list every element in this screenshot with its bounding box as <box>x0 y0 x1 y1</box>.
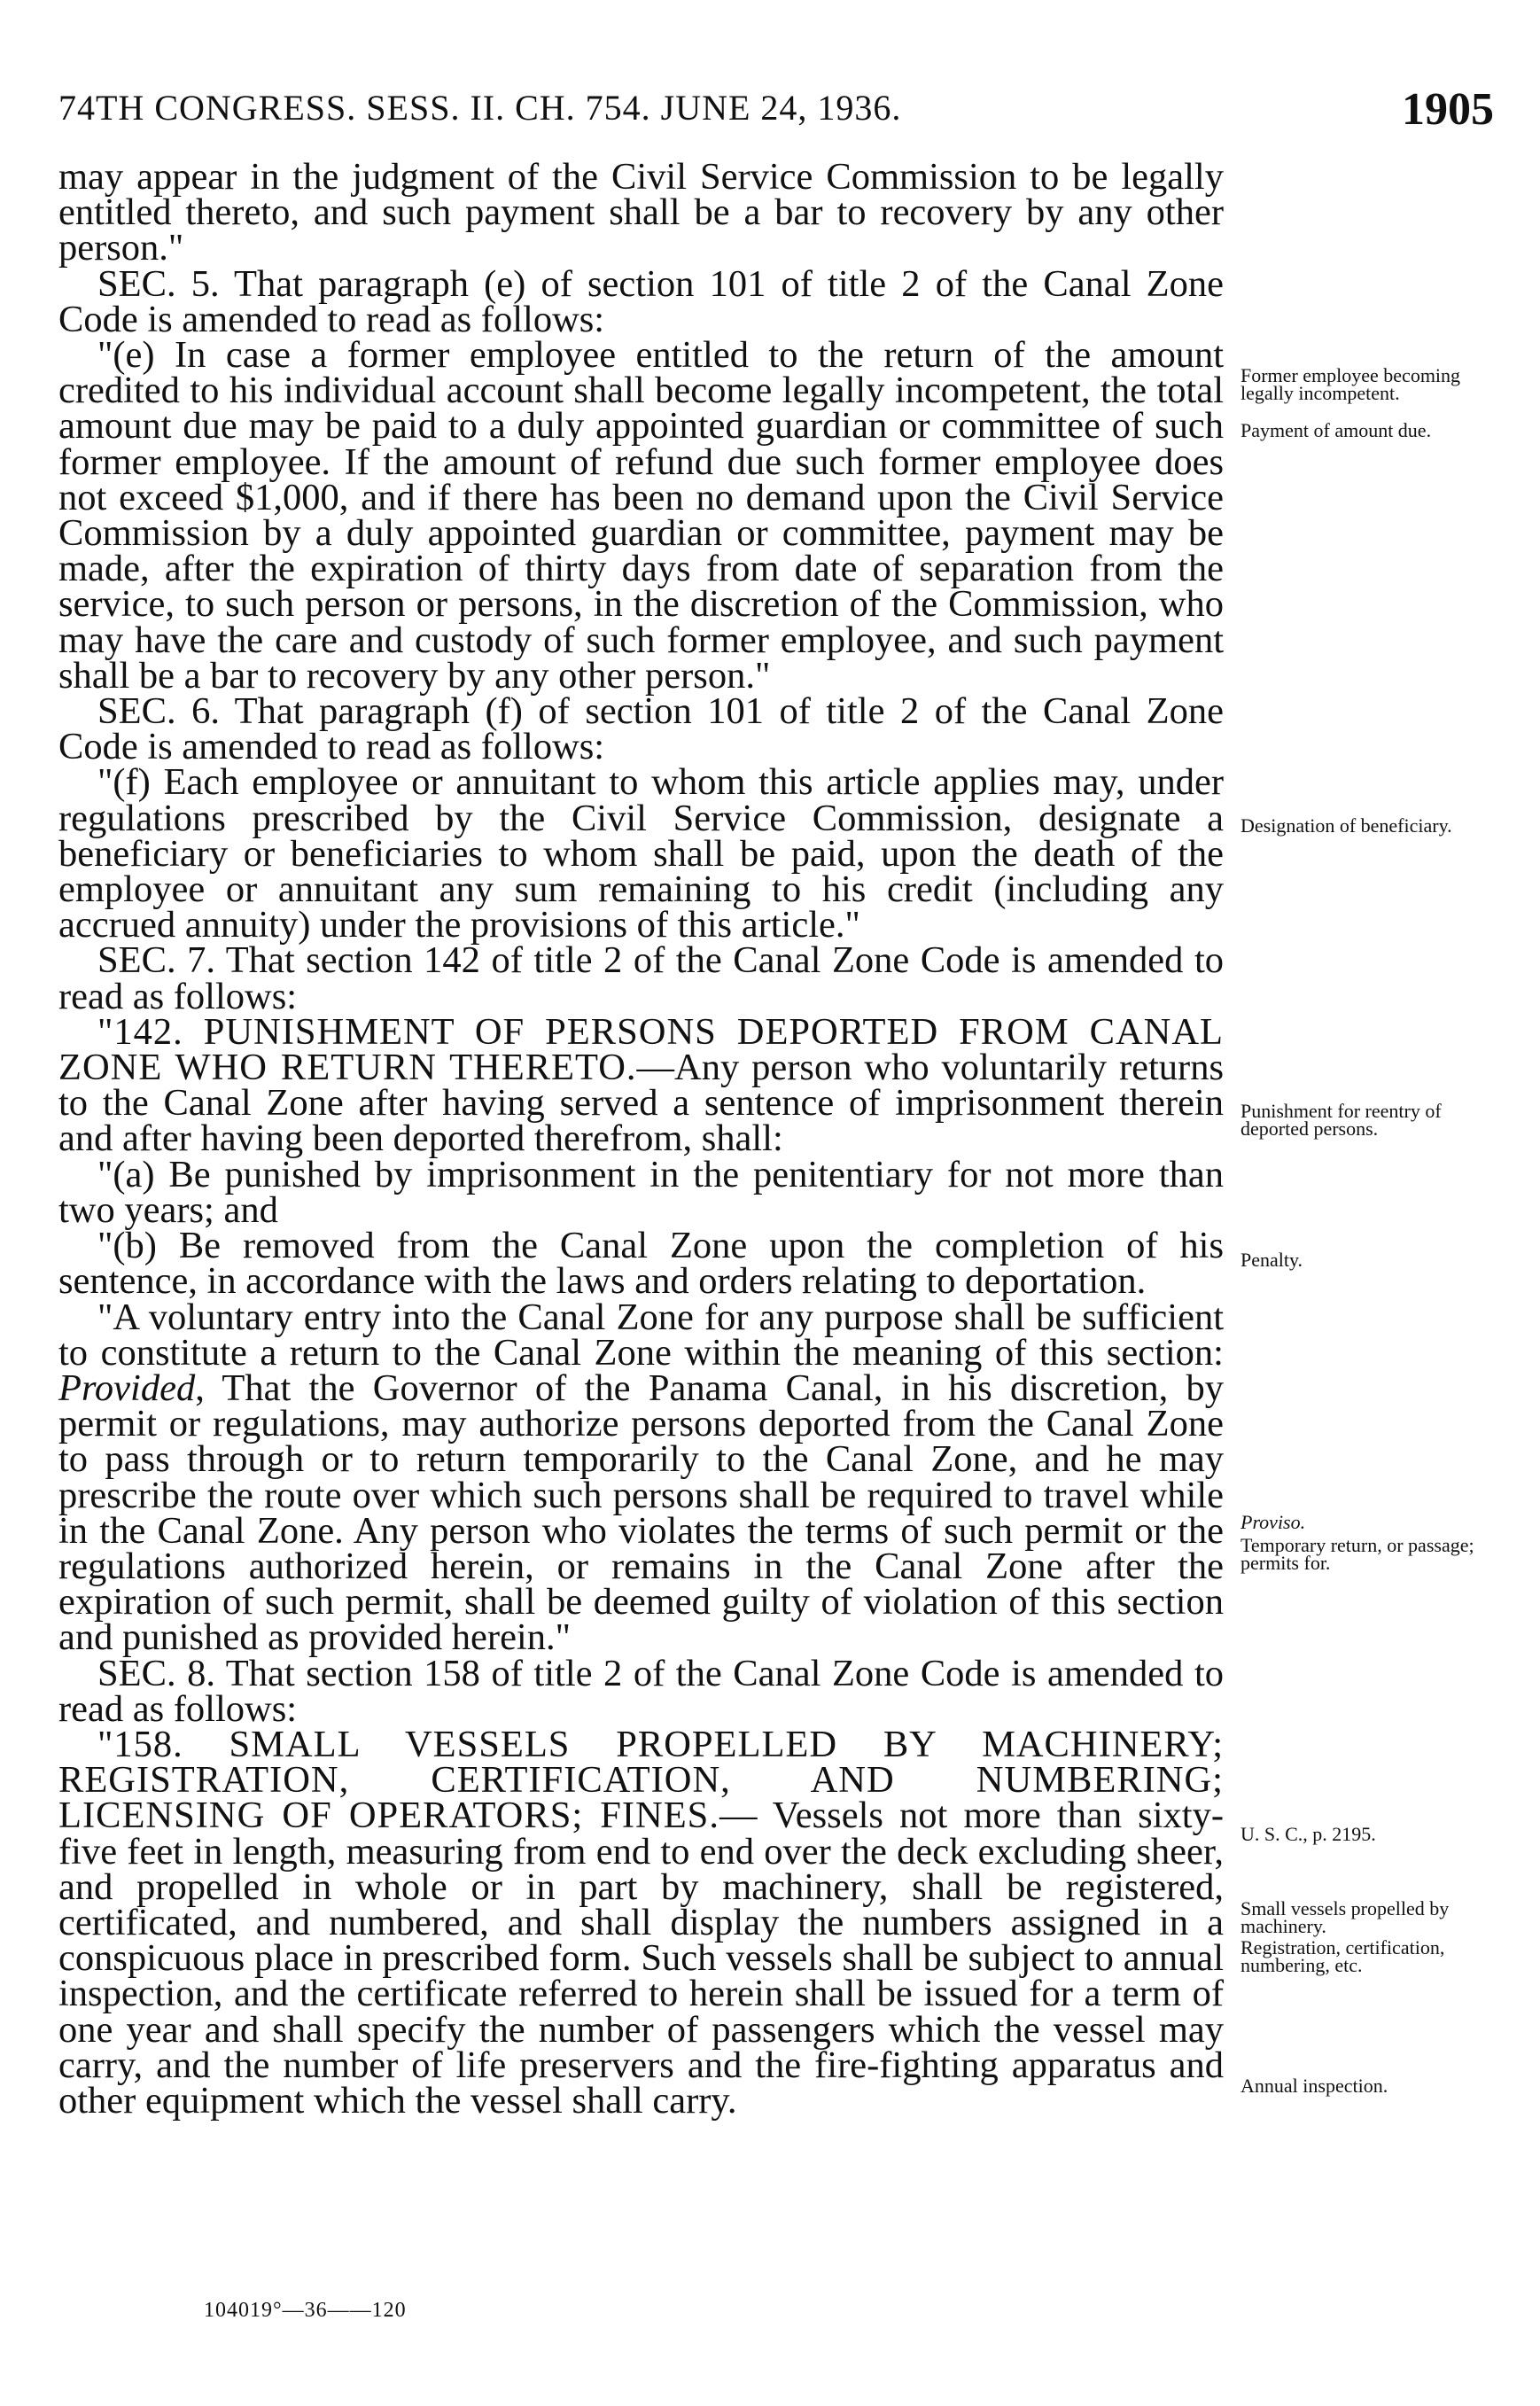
margin-notes <box>1241 160 1506 2286</box>
footer-print-code: 104019°—36——120 <box>204 2299 407 2322</box>
margin-note: Former employee becoming legally incompetent. <box>1241 364 1461 404</box>
section-142-text: —Any person who voluntarily returns to the Canal Zone after having served a sentence of imprisonment therein and after having been deported therefrom, shall: <box>58 1047 1224 1160</box>
margin-note: Payment of amount due. <box>1241 419 1432 441</box>
margin-note: Penalty. <box>1241 1249 1303 1271</box>
section-5: SEC. 5. That paragraph (e) of section 101 of title 2 of the Canal Zone Code is amended to read as follows: <box>58 262 1224 340</box>
paragraph-f: "(f) Each employee or annuitant to whom this article applies may, under regulations prescribed by the Civil Service Commission, designate a beneficiary or beneficiaries to whom shall be paid, upon the death of the employee or annuitant any sum remaining to his credit (including any accrued annuity) under the provisions of this article." <box>58 761 1224 946</box>
clause-a: "(a) Be punished by imprisonment in the penitentiary for not more than two years; and <box>58 1153 1224 1231</box>
proviso-note: Proviso. <box>1241 1511 1306 1533</box>
section-7: SEC. 7. That section 142 of title 2 of the Canal Zone Code is amended to read as follows: <box>58 939 1224 1017</box>
clause-b: "(b) Be removed from the Canal Zone upon the completion of his sentence, in accordance with the laws and orders relating to deportation. <box>58 1225 1224 1303</box>
section-8: SEC. 8. That section 158 of title 2 of the Canal Zone Code is amended to read as follows: <box>58 1652 1224 1730</box>
running-head: 74TH CONGRESS. SESS. II. CH. 754. JUNE 24, 1936. <box>58 88 902 128</box>
proviso-word: Provided <box>58 1367 196 1409</box>
page-number: 1905 <box>1402 84 1494 135</box>
proviso-text: , That the Governor of the Panama Canal, in his discretion, by permit or regulations, may authorize persons deported from the Canal Zone to pass through or to return temporarily to the Canal Zone, and he may prescribe the route over which such persons shall be required to travel while in the Canal Zone. Any person who violates the terms of such permit or the regulations authorized herein, or remains in the Canal Zone after the expiration of such permit, shall be deemed guilty of violation of this section and punished as provided herein." <box>58 1367 1224 1659</box>
margin-note: Registration, certification, numbering, etc. <box>1241 1936 1445 1976</box>
voluntary-entry-paragraph <box>58 1296 1224 1659</box>
section-6: SEC. 6. That paragraph (f) of section 101 of title 2 of the Canal Zone Code is amended to read as follows: <box>58 690 1224 768</box>
margin-note: U. S. C., p. 2195. <box>1241 1823 1376 1845</box>
margin-note: Annual inspection. <box>1241 2075 1388 2097</box>
page-header <box>58 84 1494 140</box>
margin-note: Temporary return, or passage; permits for. <box>1241 1534 1474 1574</box>
section-158 <box>58 1723 1224 2122</box>
paragraph: may appear in the judgment of the Civil Service Commission to be legally entitled thereto, and such payment shall be a bar to recovery by any other person." <box>58 156 1224 269</box>
section-158-heading: "158. SMALL VESSELS PROPELLED BY MACHINERY; REGISTRATION, CERTIFICATION, AND NUMBERING; LICENSING OF OPERATORS; FINES. <box>58 1723 1224 1837</box>
margin-note: Designation of beneficiary. <box>1241 814 1452 837</box>
voluntary-entry-text: "A voluntary entry into the Canal Zone for any purpose shall be sufficient to constitute a return to the Canal Zone within the meaning of this section: <box>58 1296 1224 1374</box>
margin-note: Small vessels propelled by machinery. <box>1241 1897 1450 1937</box>
section-142-heading: "142. PUNISHMENT OF PERSONS DEPORTED FROM CANAL ZONE WHO RETURN THERETO. <box>58 1010 1224 1089</box>
paragraph-e: "(e) In case a former employee entitled to the return of the amount credited to his individual account shall become legally incompetent, the total amount due may be paid to a duly appointed guardian or committee of such former employee. If the amount of refund due such former employee does not exceed $1,000, and if there has been no demand upon the Civil Service Commission by a duly appointed guardian or committee, payment may be made, after the expiration of thirty days from date of separation from the service, to such person or persons, in the discretion of the Commission, who may have the care and custody of such former employee, and such payment shall be a bar to recovery by any other person." <box>58 334 1224 697</box>
section-142 <box>58 1010 1224 1160</box>
margin-note <box>1241 1511 1506 1533</box>
section-158-text: — Vessels not more than sixty-five feet in length, measuring from end to end over the deck excluding sheer, and propelled in whole or in part by machinery, shall be registered, certificated, and numbered, and shall display the numbers assigned in a conspicuous place in prescribed form. Such vessels shall be subject to annual inspection, and the certificate referred to herein shall be issued for a term of one year and shall specify the number of passengers which the vessel may carry, and the number of life preservers and the fire-fighting apparatus and other equipment which the vessel shall carry. <box>58 1795 1224 2122</box>
body-text <box>58 156 1224 2122</box>
margin-note: Punishment for reentry of deported persons. <box>1241 1100 1442 1140</box>
